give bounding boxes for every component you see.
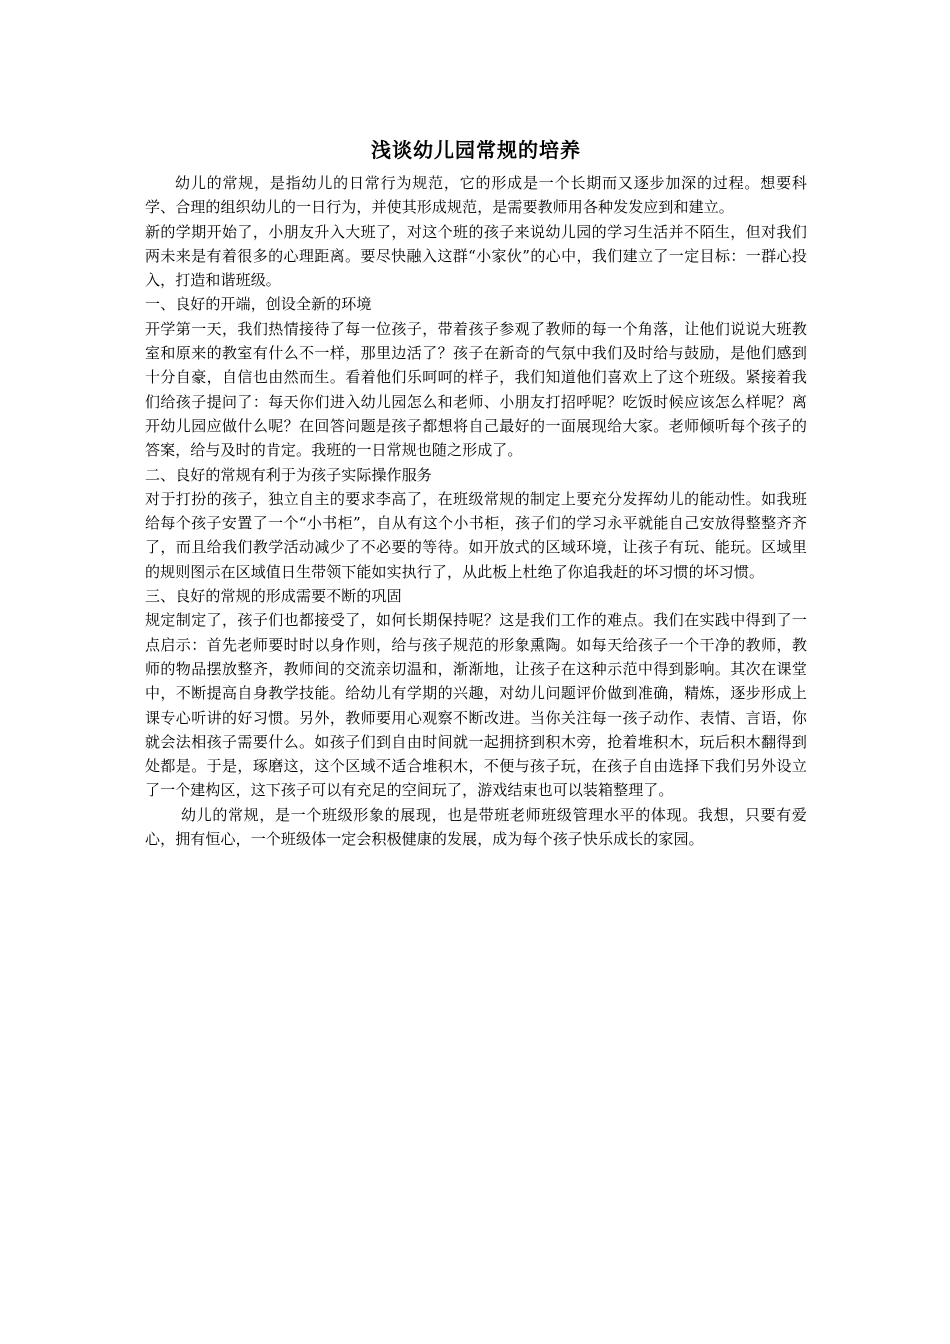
- section-heading-3: 三、良好的常规的形成需要不断的巩固: [145, 587, 402, 606]
- section-heading-1: 一、良好的开端，创设全新的环境: [145, 295, 372, 314]
- conclusion-paragraph: 幼儿的常规，是一个班级形象的展现，也是带班老师班级管理水平的体现。我想，只要有爱心，拥有恒心，一个班级体一定会积极健康的发展，成为每个孩子快乐成长的家园。: [145, 805, 807, 849]
- section-1-paragraph: 开学第一天，我们热情接待了每一位孩子，带着孩子参观了教师的每一个角落，让他们说说大班教室和原来的教室有什么不一样，那里边活了？孩子在新奇的气氛中我们及时给与鼓励，是他们感到十分自豪，自信也由然而生。看着他们乐呵呵的样子，我们知道他们喜欢上了这个班级。紧接着我们给孩子提问了：每天你们进入幼儿园怎么和老师、小朋友打招呼呢？吃饭时候应该怎么样呢？离开幼儿园应做什么呢？在回答问题是孩子都想将自己最好的一面展现给大家。老师倾听每个孩子的答案，给与及时的肯定。我班的一日常规也随之形成了。: [145, 319, 807, 460]
- intro-paragraph: 幼儿的常规，是指幼儿的日常行为规范，它的形成是一个长期而又逐步加深的过程。想要科学、合理的组织幼儿的一日行为，并使其形成规范，是需要教师用各种发发应到和建立。: [145, 174, 807, 217]
- section-heading-2: 二、良好的常规有利于为孩子实际操作服务: [145, 465, 432, 484]
- new-semester-paragraph: 新的学期开始了，小朋友升入大班了，对这个班的孩子来说幼儿园的学习生活并不陌生，但对我们两未来是有着很多的心理距离。要尽快融入这群“小家伙”的心中，我们建立了一定目标：一群心投入，打造和谐班级。: [145, 222, 807, 290]
- document-body: [145, 135, 807, 851]
- section-3-paragraph: 规定制定了，孩子们也都接受了，如何长期保持呢？这是我们工作的难点。我们在实践中得到了一点启示：首先老师要时时以身作则，给与孩子规范的形象熏陶。如每天给孩子一个干净的教师，教师的物品摆放整齐，教师间的交流亲切温和，渐渐地，让孩子在这种示范中得到影响。其次在课堂中，不断提高自身教学技能。给幼儿有学期的兴趣，对幼儿问题评价做到准确，精炼，逐步形成上课专心听讲的好习惯。另外，教师要用心观察不断改进。当你关注每一孩子动作、表情、言语，你就会法相孩子需要什么。如孩子们到自由时间就一起拥挤到积木旁，抢着堆积木，玩后积木翻得到处都是。于是，琢磨这，这个区域不适合堆积木，不便与孩子玩，在孩子自由选择下我们另外设立了一个建构区，这下孩子可以有充足的空间玩了，游戏结束也可以装箱整理了。: [145, 611, 807, 800]
- document-title: 浅谈幼儿园常规的培养: [371, 138, 581, 162]
- section-2-paragraph: 对于打扮的孩子，独立自主的要求李高了，在班级常规的制定上要充分发挥幼儿的能动性。如我班给每个孩子安置了一个“小书柜”，自从有这个小书柜，孩子们的学习永平就能自己安放得整整齐齐了，而且给我们教学活动减少了不必要的等待。如开放式的区域环境，让孩子有玩、能玩。区域里的规则图示在区域值日生带领下能如实执行了，从此板上杜绝了你追我赶的坏习惯的坏习惯。: [145, 489, 807, 581]
